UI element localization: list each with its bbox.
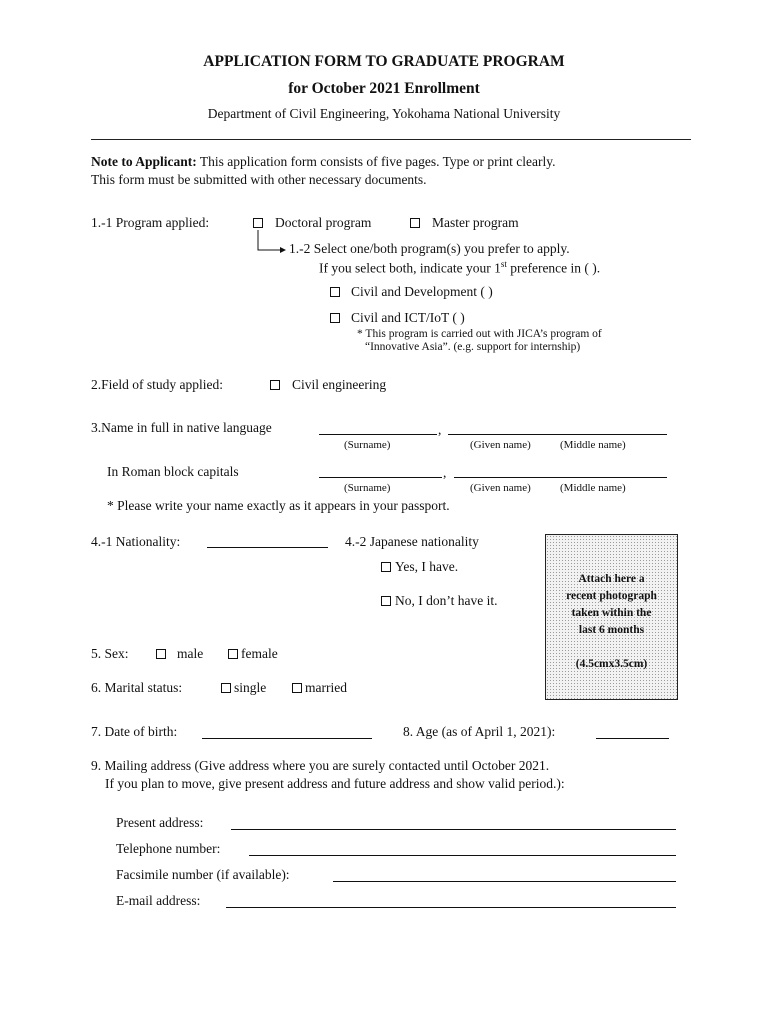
roman-given-name-field[interactable]: [454, 477, 667, 478]
married-checkbox[interactable]: [292, 683, 302, 693]
married-label: married: [305, 680, 347, 695]
program-select-instruction: 1.-2 Select one/both program(s) you prefer to apply.: [289, 241, 570, 256]
roman-name-comma: ,: [443, 465, 447, 480]
doctoral-option-label: Doctoral program: [275, 215, 372, 230]
japanese-no-checkbox[interactable]: [381, 596, 391, 606]
native-given-name-field[interactable]: [448, 434, 667, 435]
native-name-comma: ,: [438, 422, 442, 437]
jica-note-2: “Innovative Asia”. (e.g. support for internship): [365, 341, 581, 353]
mailing-address-instruction-1: 9. Mailing address (Give address where you are surely contacted until October 2021.: [91, 758, 550, 773]
form-title: APPLICATION FORM TO GRADUATE PROGRAM: [203, 53, 565, 70]
present-address-field[interactable]: [231, 829, 676, 830]
email-field[interactable]: [226, 907, 676, 908]
field-label: 2.Field of study applied:: [91, 377, 223, 392]
fax-field[interactable]: [333, 881, 676, 882]
note-text-2: This form must be submitted with other necessary documents.: [91, 172, 427, 187]
doctoral-checkbox[interactable]: [253, 218, 263, 228]
civil-ict-label: Civil and ICT/IoT ( ): [351, 310, 465, 325]
age-label: 8. Age (as of April 1, 2021):: [403, 724, 556, 739]
photo-text-4: last 6 months: [578, 624, 645, 636]
japanese-nationality-label: 4.-2 Japanese nationality: [345, 534, 479, 549]
mailing-address-instruction-2: If you plan to move, give present address and future address and show valid period.):: [105, 776, 565, 791]
note-text-1: This application form consists of five pages. Type or print clearly.: [196, 154, 556, 169]
roman-name-label: In Roman block capitals: [107, 464, 239, 479]
male-label: male: [177, 646, 204, 661]
present-address-label: Present address:: [116, 815, 204, 830]
civil-engineering-checkbox[interactable]: [270, 380, 280, 390]
nationality-field[interactable]: [207, 547, 328, 548]
photo-text-2: recent photograph: [566, 590, 657, 602]
single-checkbox[interactable]: [221, 683, 231, 693]
photo-instructions: [546, 571, 677, 673]
surname-caption: (Surname): [344, 439, 391, 451]
civil-development-checkbox[interactable]: [330, 287, 340, 297]
note-line-1: [91, 154, 555, 170]
jica-note-1: * This program is carried out with JICA’s program of: [357, 328, 602, 340]
photo-attachment-box[interactable]: [545, 534, 678, 700]
arrow-icon: [250, 230, 290, 254]
preference-text-b: preference in ( ).: [506, 260, 601, 276]
department-name: Department of Civil Engineering, Yokohama National University: [207, 106, 561, 121]
japanese-no-label: No, I don’t have it.: [395, 593, 498, 608]
master-option-label: Master program: [432, 215, 519, 230]
preference-text-a: If you select both, indicate your 1: [319, 260, 501, 276]
male-checkbox[interactable]: [156, 649, 166, 659]
telephone-label: Telephone number:: [116, 841, 221, 856]
sex-label: 5. Sex:: [91, 646, 129, 661]
header-divider: [91, 139, 691, 140]
program-preference-instruction: [319, 259, 600, 277]
email-label: E-mail address:: [116, 893, 201, 908]
passport-name-note: * Please write your name exactly as it appears in your passport.: [107, 498, 450, 513]
roman-given-name-caption: (Given name): [470, 482, 531, 494]
roman-middle-name-caption: (Middle name): [560, 482, 626, 494]
marital-status-label: 6. Marital status:: [91, 680, 183, 695]
civil-ict-checkbox[interactable]: [330, 313, 340, 323]
roman-surname-caption: (Surname): [344, 482, 391, 494]
nationality-label: 4.-1 Nationality:: [91, 534, 181, 549]
date-of-birth-field[interactable]: [202, 738, 372, 739]
photo-text-spacer: [546, 639, 677, 656]
female-label: female: [241, 646, 278, 661]
photo-size: (4.5cmx3.5cm): [575, 658, 648, 670]
japanese-yes-label: Yes, I have.: [395, 559, 459, 574]
telephone-field[interactable]: [249, 855, 676, 856]
fax-label: Facsimile number (if available):: [116, 867, 290, 882]
japanese-yes-checkbox[interactable]: [381, 562, 391, 572]
program-label: 1.-1 Program applied:: [91, 215, 210, 230]
given-name-caption: (Given name): [470, 439, 531, 451]
photo-text-1: Attach here a: [578, 573, 645, 585]
female-checkbox[interactable]: [228, 649, 238, 659]
native-surname-field[interactable]: [319, 434, 437, 435]
age-field[interactable]: [596, 738, 669, 739]
single-label: single: [234, 680, 267, 695]
date-of-birth-label: 7. Date of birth:: [91, 724, 178, 739]
form-subtitle: for October 2021 Enrollment: [288, 80, 480, 97]
civil-development-label: Civil and Development ( ): [351, 284, 493, 299]
master-checkbox[interactable]: [410, 218, 420, 228]
native-name-label: 3.Name in full in native language: [91, 420, 272, 435]
civil-engineering-label: Civil engineering: [292, 377, 387, 392]
middle-name-caption: (Middle name): [560, 439, 626, 451]
note-label: Note to Applicant:: [91, 154, 197, 169]
photo-text-3: taken within the: [571, 607, 652, 619]
roman-surname-field[interactable]: [319, 477, 442, 478]
preference-sup: st: [500, 259, 507, 269]
